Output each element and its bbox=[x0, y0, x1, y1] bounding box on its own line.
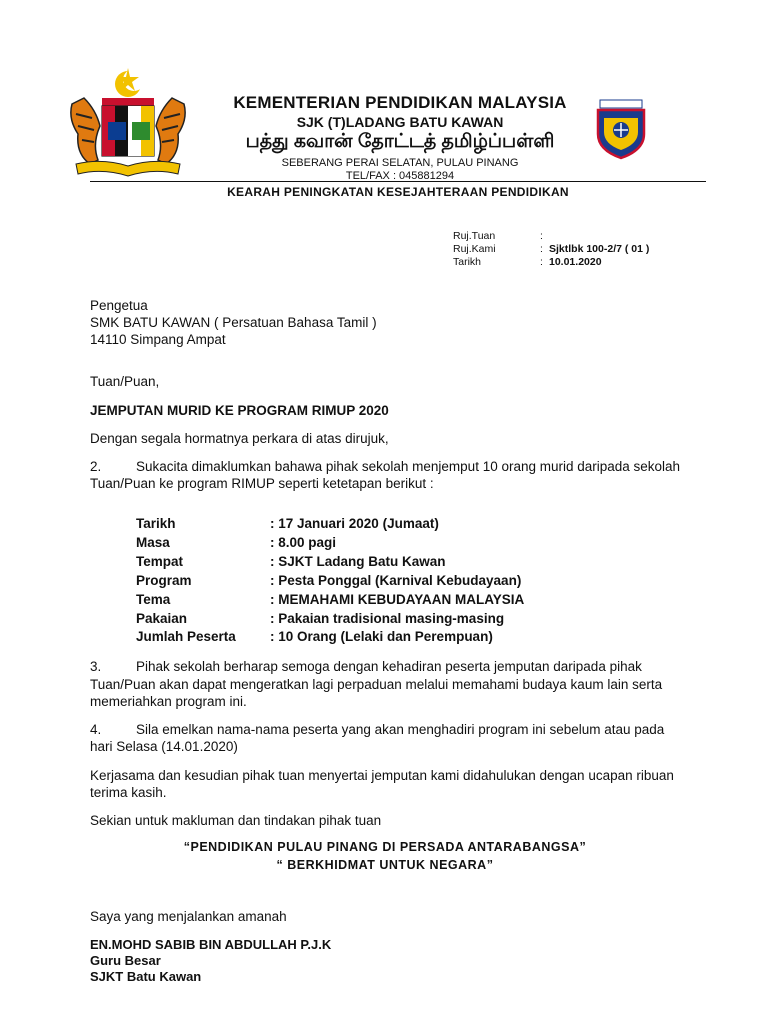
ref-label: Ruj.Kami bbox=[453, 243, 496, 255]
intro-paragraph: Dengan segala hormatnya perkara di atas dirujuk, bbox=[90, 431, 389, 446]
paragraph-number: 2. bbox=[90, 459, 102, 474]
school-crest-logo bbox=[596, 98, 646, 160]
paragraph-number: 4. bbox=[90, 722, 102, 737]
paragraph-4-line-2: hari Selasa (14.01.2020) bbox=[90, 739, 238, 754]
paragraph-3-line-1 bbox=[90, 658, 710, 675]
slogan-line-2: “ BERKHIDMAT UNTUK NEGARA” bbox=[276, 858, 494, 872]
closing-line: Sekian untuk makluman dan tindakan pihak tuan bbox=[90, 813, 382, 828]
detail-label: Masa bbox=[136, 535, 170, 550]
detail-value: : SJKT Ladang Batu Kawan bbox=[270, 554, 446, 569]
detail-value: : 8.00 pagi bbox=[270, 535, 337, 550]
paragraph-number: 3. bbox=[90, 659, 102, 674]
malaysia-coat-of-arms-icon bbox=[62, 64, 194, 180]
recipient-address: 14110 Simpang Ampat bbox=[90, 332, 226, 347]
signature-intro: Saya yang menjalankan amanah bbox=[90, 909, 287, 924]
signer-title: Guru Besar bbox=[90, 953, 161, 968]
ministry-name: KEMENTERIAN PENDIDIKAN MALAYSIA bbox=[233, 93, 567, 112]
detail-value: : Pakaian tradisional masing-masing bbox=[270, 611, 505, 626]
school-address: SEBERANG PERAI SELATAN, PULAU PINANG bbox=[281, 157, 519, 169]
detail-label: Jumlah Peserta bbox=[136, 629, 236, 644]
paragraph-3-line-2: Tuan/Puan akan dapat mengeratkan lagi perpaduan melalui memahami budaya kaum lain serta bbox=[90, 677, 663, 692]
ref-colon: : bbox=[540, 256, 543, 268]
paragraph-2-line-1 bbox=[90, 458, 710, 475]
recipient-school: SMK BATU KAWAN ( Persatuan Bahasa Tamil ) bbox=[90, 315, 377, 330]
school-telephone: TEL/FAX : 045881294 bbox=[345, 170, 455, 182]
ref-label: Tarikh bbox=[453, 256, 482, 268]
ref-label: Ruj.Tuan bbox=[453, 230, 496, 242]
school-crest-icon bbox=[596, 98, 646, 160]
letter-subject: JEMPUTAN MURID KE PROGRAM RIMUP 2020 bbox=[90, 403, 389, 418]
paragraph-4-line-1 bbox=[90, 721, 710, 738]
paragraph-3-line-3: memeriahkan program ini. bbox=[90, 694, 247, 709]
detail-label: Tempat bbox=[136, 554, 184, 569]
ref-value: Sjktlbk 100-2/7 ( 01 ) bbox=[549, 243, 650, 255]
detail-value: : MEMAHAMI KEBUDAYAAN MALAYSIA bbox=[270, 592, 525, 607]
recipient-title: Pengetua bbox=[90, 298, 148, 313]
detail-value: : Pesta Ponggal (Karnival Kebudayaan) bbox=[270, 573, 522, 588]
paragraph-text: Pihak sekolah berharap semoga dengan kehadiran peserta jemputan daripada pihak bbox=[136, 659, 642, 674]
paragraph-5-line-1: Kerjasama dan kesudian pihak tuan menyertai jemputan kami didahulukan dengan ucapan ribuan bbox=[90, 768, 674, 783]
detail-label: Tarikh bbox=[136, 516, 176, 531]
signer-school: SJKT Batu Kawan bbox=[90, 969, 202, 984]
signer-name: EN.MOHD SABIB BIN ABDULLAH P.J.K bbox=[90, 937, 332, 952]
slogan-line-1: “PENDIDIKAN PULAU PINANG DI PERSADA ANTARABANGSA” bbox=[183, 840, 587, 854]
detail-value: : 10 Orang (Lelaki dan Perempuan) bbox=[270, 629, 493, 644]
detail-label: Pakaian bbox=[136, 611, 188, 626]
coat-of-arms-logo bbox=[62, 64, 194, 180]
letterhead-motto: KEARAH PENINGKATAN KESEJAHTERAAN PENDIDIKAN bbox=[227, 185, 569, 199]
paragraph-text: Sila emelkan nama-nama peserta yang akan menghadiri program ini sebelum atau pada bbox=[136, 722, 665, 737]
school-name-tamil: பத்து கவான் தோட்டத் தமிழ்ப்பள்ளி bbox=[245, 131, 555, 152]
ref-colon: : bbox=[540, 243, 543, 255]
paragraph-5-line-2: terima kasih. bbox=[90, 785, 167, 800]
ref-colon: : bbox=[540, 230, 543, 242]
school-name: SJK (T)LADANG BATU KAWAN bbox=[296, 114, 504, 130]
paragraph-2-line-2: Tuan/Puan ke program RIMUP seperti ketetapan berikut : bbox=[90, 476, 434, 491]
header-divider bbox=[90, 181, 706, 182]
paragraph-text: Sukacita dimaklumkan bahawa pihak sekolah menjemput 10 orang murid daripada sekolah bbox=[136, 459, 681, 474]
detail-value: : 17 Januari 2020 (Jumaat) bbox=[270, 516, 439, 531]
salutation: Tuan/Puan, bbox=[90, 374, 160, 389]
ref-value: 10.01.2020 bbox=[549, 256, 602, 268]
detail-label: Program bbox=[136, 573, 192, 588]
detail-label: Tema bbox=[136, 592, 171, 607]
